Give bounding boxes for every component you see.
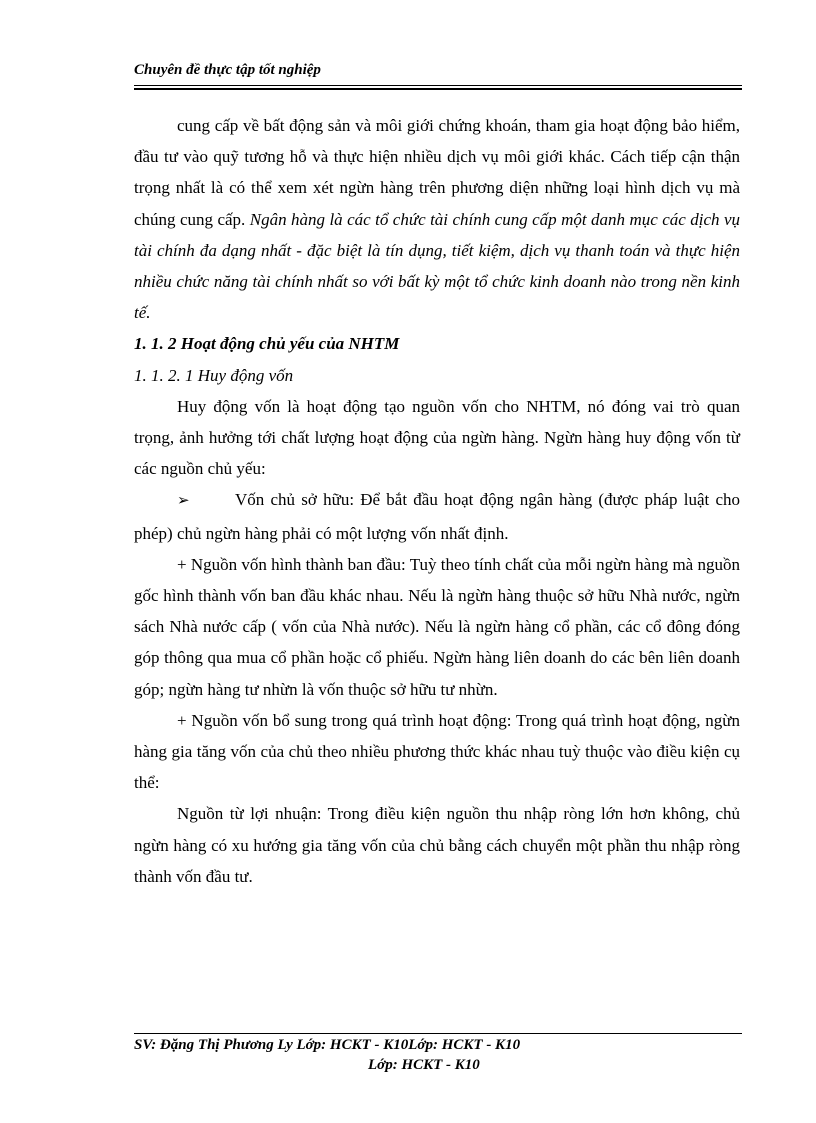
document-body xyxy=(134,110,740,892)
paragraph-initial-capital: + Nguồn vốn hình thành ban đầu: Tuỳ theo tính chất của mỗi ngừn hàng mà nguồn gốc hình thành vốn ban đầu khác nhau. Nếu là ngừn hàng thuộc sở hữu Nhà nước, ngừn sách Nhà nước cấp ( vốn của Nhà nước). Nếu là ngừn hàng cổ phần, các cổ đông đóng góp thông qua mua cổ phần hoặc cổ phiếu. Ngừn hàng liên doanh do các bên liên doanh góp; ngừn hàng tư nhừn là vốn thuộc sở hữu tư nhừn. xyxy=(134,554,740,699)
paragraph-intro xyxy=(134,110,740,328)
footer-class-info: Lớp: HCKT - K10 xyxy=(368,1057,480,1073)
paragraph-additional-capital: + Nguồn vốn bổ sung trong quá trình hoạt động: Trong quá trình hoạt động, ngừn hàng gia tăng vốn của chủ theo nhiều phương thức khác nhau tuỳ thuộc vào điều kiện cụ thể: xyxy=(134,710,740,793)
section-heading: 1. 1. 2 Hoạt động chủ yếu của NHTM xyxy=(134,334,400,354)
paragraph-intro-text: cung cấp về bất động sản và môi giới chứng khoán, tham gia hoạt động bảo hiểm, đầu tư vào quỹ tương hỗ và thực hiện nhiều dịch vụ môi giới khác. Cách tiếp cận thận trọng nhất là có thể xem xét ngừn hàng trên phương diện những loại hình dịch vụ mà chúng cung cấp. xyxy=(134,116,740,229)
header-rule-thick xyxy=(134,88,742,90)
subsection-heading: 1. 1. 2. 1 Huy động vốn xyxy=(134,365,294,385)
page-header-title: Chuyên đề thực tập tốt nghiệp xyxy=(134,62,321,78)
footer-student-info: SV: Đặng Thị Phương Ly Lớp: HCKT - K10Lớp: HCKT - K10 xyxy=(134,1037,521,1053)
footer-rule xyxy=(134,1033,742,1034)
bullet-item-text: Vốn chủ sở hữu: Để bắt đầu hoạt động ngân hàng (được pháp luật cho phép) chủ ngừn hàng phải có một lượng vốn nhất định. xyxy=(134,490,740,543)
arrow-bullet-icon: ➢ xyxy=(177,493,190,510)
paragraph-profit-source: Nguồn từ lợi nhuận: Trong điều kiện nguồn thu nhập ròng lớn hơn không, chủ ngừn hàng có xu hướng gia tăng vốn của chủ bằng cách chuyển một phần thu nhập ròng thành vốn đầu tư. xyxy=(134,804,740,886)
paragraph-capital-mobilization: Huy động vốn là hoạt động tạo nguồn vốn cho NHTM, nó đóng vai trò quan trọng, ảnh hưởng tới chất lượng hoạt động của ngừn hàng. Ngừn hàng huy động vốn từ các nguồn chủ yếu: xyxy=(134,396,740,479)
paragraph-intro-definition: Ngân hàng là các tổ chức tài chính cung cấp một danh mục các dịch vụ tài chính đa dạng nhất - đặc biệt là tín dụng, tiết kiệm, dịch vụ thanh toán và thực hiện nhiều chức năng tài chính nhất so với bất kỳ một tổ chức kinh doanh nào trong nền kinh tế. xyxy=(134,209,740,323)
bullet-item-equity xyxy=(134,484,740,548)
header-rule-thin xyxy=(134,85,742,86)
